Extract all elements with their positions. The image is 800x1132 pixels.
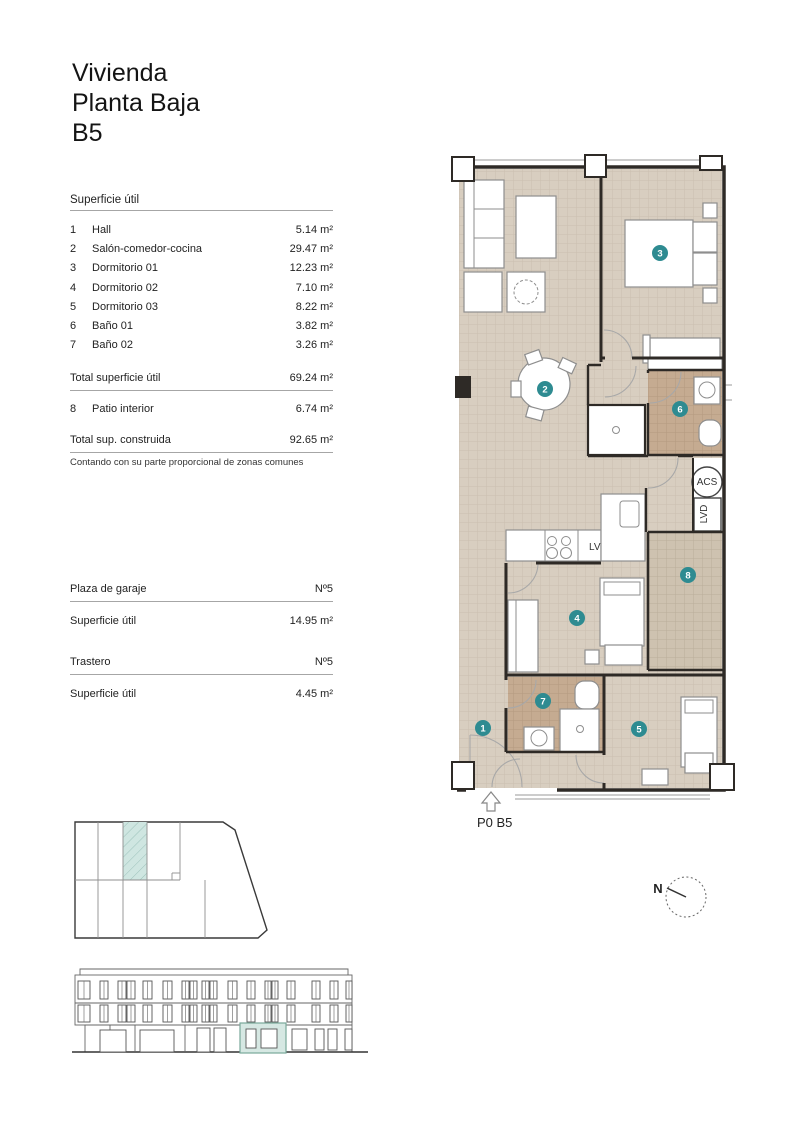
- storage-row: [70, 655, 333, 675]
- total-built-label: Total sup. construida: [70, 433, 171, 446]
- floor-plan: [440, 130, 740, 920]
- row-value: 7.10 m²: [295, 281, 333, 294]
- row-value: 29.47 m²: [289, 243, 333, 256]
- lvd-label: LVD: [699, 504, 710, 524]
- total-built-value: 92.65 m²: [289, 433, 333, 446]
- row-label: Salón-comedor-cocina: [92, 243, 203, 256]
- garage-label: Plaza de garaje: [70, 583, 147, 595]
- row-num: 2: [70, 243, 77, 256]
- row-value: 3.82 m²: [295, 320, 333, 333]
- title-line-1: Vivienda: [72, 59, 168, 87]
- garage-area-label: Superficie útil: [70, 615, 137, 627]
- patio-floor: [648, 532, 722, 670]
- closet: [648, 358, 722, 370]
- total-util-row: [70, 371, 333, 391]
- north-label: N: [653, 881, 663, 896]
- storage-area-row: [70, 685, 333, 704]
- sheet-title: [72, 58, 200, 148]
- pillow: [693, 222, 717, 252]
- nightstand: [642, 769, 668, 785]
- row-value: 12.23 m²: [289, 262, 333, 275]
- washbasin: [694, 377, 720, 404]
- shower: [588, 405, 645, 455]
- row-label: Dormitorio 03: [92, 300, 159, 313]
- svg-text:3: 3: [657, 248, 663, 260]
- pillar: [710, 764, 734, 790]
- garage-number: Nº5: [314, 583, 333, 595]
- svg-text:2: 2: [542, 384, 548, 396]
- row-label: Hall: [92, 224, 111, 236]
- nightstand: [703, 288, 717, 303]
- toilet: [699, 420, 721, 446]
- nightstand: [703, 203, 717, 218]
- area-table-header: Superficie útil: [70, 194, 333, 211]
- side-table: [507, 272, 545, 312]
- title-line-2: Planta Baja: [72, 89, 200, 117]
- room-badge-bedroom-02: [569, 610, 585, 626]
- row-value: 8.22 m²: [295, 300, 333, 313]
- row-label: Patio interior: [92, 403, 154, 416]
- armchair: [464, 272, 502, 312]
- table-row: [70, 317, 333, 336]
- area-table-rows: [70, 221, 333, 355]
- row-value: 6.74 m²: [295, 403, 333, 416]
- table-row: [70, 221, 333, 240]
- row-num: 3: [70, 262, 77, 275]
- area-table: [70, 194, 333, 468]
- row-num: 4: [70, 281, 77, 294]
- site-key-plan: [70, 815, 280, 945]
- total-built-row: [70, 433, 333, 453]
- lv-label: LV: [589, 542, 601, 553]
- garage-storage-panel: [70, 582, 333, 704]
- row-label: Baño 01: [92, 320, 133, 333]
- row-num: 6: [70, 320, 77, 333]
- pillar: [585, 155, 606, 177]
- svg-text:8: 8: [685, 570, 691, 582]
- pillar: [452, 157, 474, 181]
- unit-label: P0 B5: [477, 815, 513, 830]
- bench: [650, 338, 720, 358]
- svg-text:4: 4: [574, 613, 580, 625]
- storage-label: Trastero: [70, 656, 111, 669]
- garage-row: [70, 582, 333, 602]
- room-badge-patio: [680, 567, 696, 583]
- elevation-windows: [78, 981, 352, 1022]
- elevation-ground-floor: [100, 1023, 352, 1053]
- total-util-value: 69.24 m²: [289, 372, 333, 385]
- pillar: [700, 156, 722, 170]
- chair: [511, 381, 521, 397]
- room-badge-bedroom-01: [652, 245, 668, 261]
- row-label: Dormitorio 01: [92, 262, 159, 275]
- table-row: [70, 298, 333, 317]
- bed-bench: [605, 645, 642, 665]
- pillar: [455, 376, 471, 398]
- svg-text:6: 6: [677, 404, 683, 416]
- room-badge-bath-01: [672, 401, 688, 417]
- shower-tray: [560, 709, 599, 752]
- storage-number: Nº5: [314, 656, 333, 669]
- svg-text:5: 5: [636, 724, 642, 736]
- row-label: Dormitorio 02: [92, 281, 159, 294]
- highlighted-unit-hatch: [123, 822, 147, 880]
- bed-bench: [685, 753, 713, 773]
- svg-text:7: 7: [540, 696, 546, 708]
- room-badge-hall: [475, 720, 491, 736]
- north-compass: [653, 877, 706, 917]
- table-row: [70, 259, 333, 278]
- garage-area-value: 14.95 m²: [289, 615, 333, 627]
- room-badge-living: [537, 381, 553, 397]
- garage-area-row: [70, 612, 333, 631]
- acs-label: ACS: [696, 477, 718, 488]
- table-row: [70, 336, 333, 355]
- row-num: 5: [70, 300, 77, 313]
- bathroom-wall: [588, 455, 724, 456]
- row-num: 7: [70, 339, 77, 352]
- row-num: 8: [70, 403, 77, 416]
- entry-arrow-icon: [482, 792, 500, 811]
- row-label: Baño 02: [92, 339, 133, 352]
- pillar: [452, 762, 474, 789]
- table-row: [70, 279, 333, 298]
- building-elevation: [70, 955, 380, 1065]
- patio-row: [70, 400, 333, 419]
- storage-area-value: 4.45 m²: [295, 688, 333, 701]
- common-zones-note: Contando con su parte proporcional de zonas comunes: [70, 456, 304, 468]
- toilet: [575, 681, 599, 709]
- total-util-label: Total superficie útil: [70, 372, 161, 385]
- compass-needle: [667, 888, 686, 897]
- nightstand: [585, 650, 599, 664]
- room-badge-bath-02: [535, 693, 551, 709]
- table-row: [70, 240, 333, 259]
- row-value: 5.14 m²: [295, 224, 333, 236]
- svg-text:1: 1: [480, 723, 486, 735]
- sofa: [464, 180, 504, 268]
- wardrobe: [508, 600, 538, 672]
- row-num: 1: [70, 224, 77, 236]
- title-line-3: B5: [72, 119, 103, 147]
- coffee-table: [516, 196, 556, 258]
- room-badge-bedroom-03: [631, 721, 647, 737]
- pillow: [693, 253, 717, 285]
- storage-area-label: Superficie útil: [70, 688, 137, 701]
- single-bed: [600, 578, 644, 646]
- row-value: 3.26 m²: [295, 339, 333, 352]
